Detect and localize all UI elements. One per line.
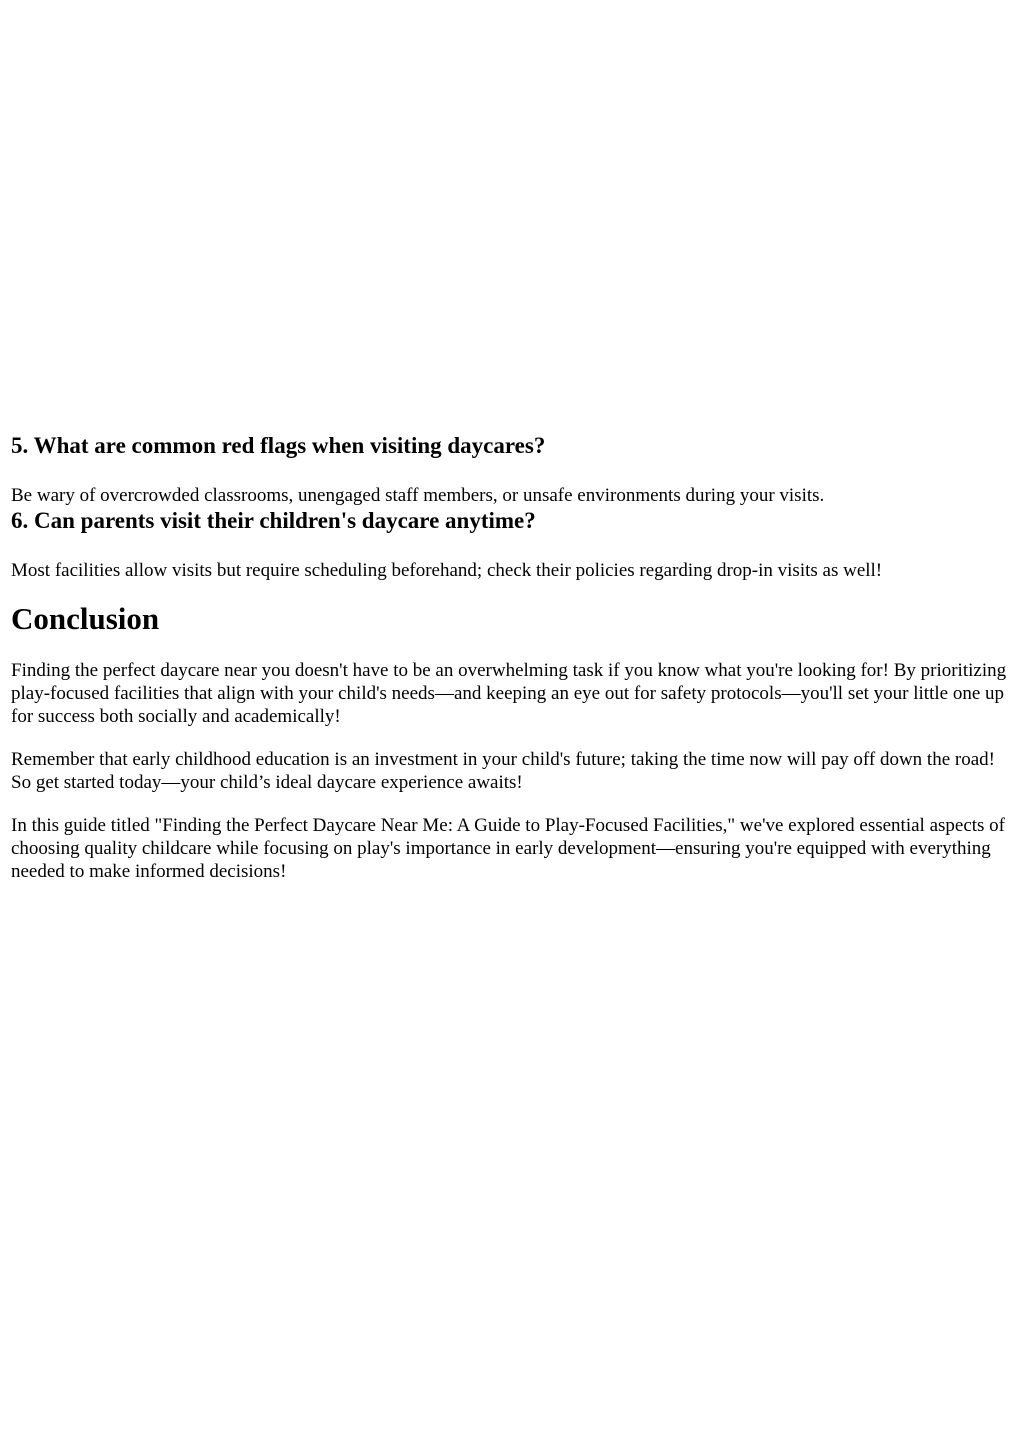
article-content [11, 432, 1016, 883]
conclusion-paragraph: In this guide titled "Finding the Perfect Daycare Near Me: A Guide to Play-Focused Facilities," we've explored essential aspects of choosing quality childcare while focusing on play's importance in early development—ensuring you're equipped with everything needed to make informed decisions! [11, 815, 1006, 882]
faq-answer: Most facilities allow visits but require scheduling beforehand; check their policies regarding drop-in visits as well! [11, 560, 883, 581]
conclusion-heading: Conclusion [11, 601, 160, 636]
faq-question: 6. Can parents visit their children's daycare anytime? [11, 508, 536, 533]
conclusion-paragraph: Remember that early childhood education is an investment in your child's future; taking the time now will pay off down the road! So get started today—your child’s ideal daycare experience awaits! [11, 749, 995, 793]
conclusion-paragraph: Finding the perfect daycare near you doesn't have to be an overwhelming task if you know what you're looking for! By prioritizing play-focused facilities that align with your child's needs—and keeping an eye out for safety protocols—you'll set your little one up for success both socially and academically! [11, 660, 1007, 727]
faq-question: 5. What are common red flags when visiting daycares? [11, 433, 546, 458]
faq-answer: Be wary of overcrowded classrooms, unengaged staff members, or unsafe environments during your visits. [11, 485, 825, 506]
